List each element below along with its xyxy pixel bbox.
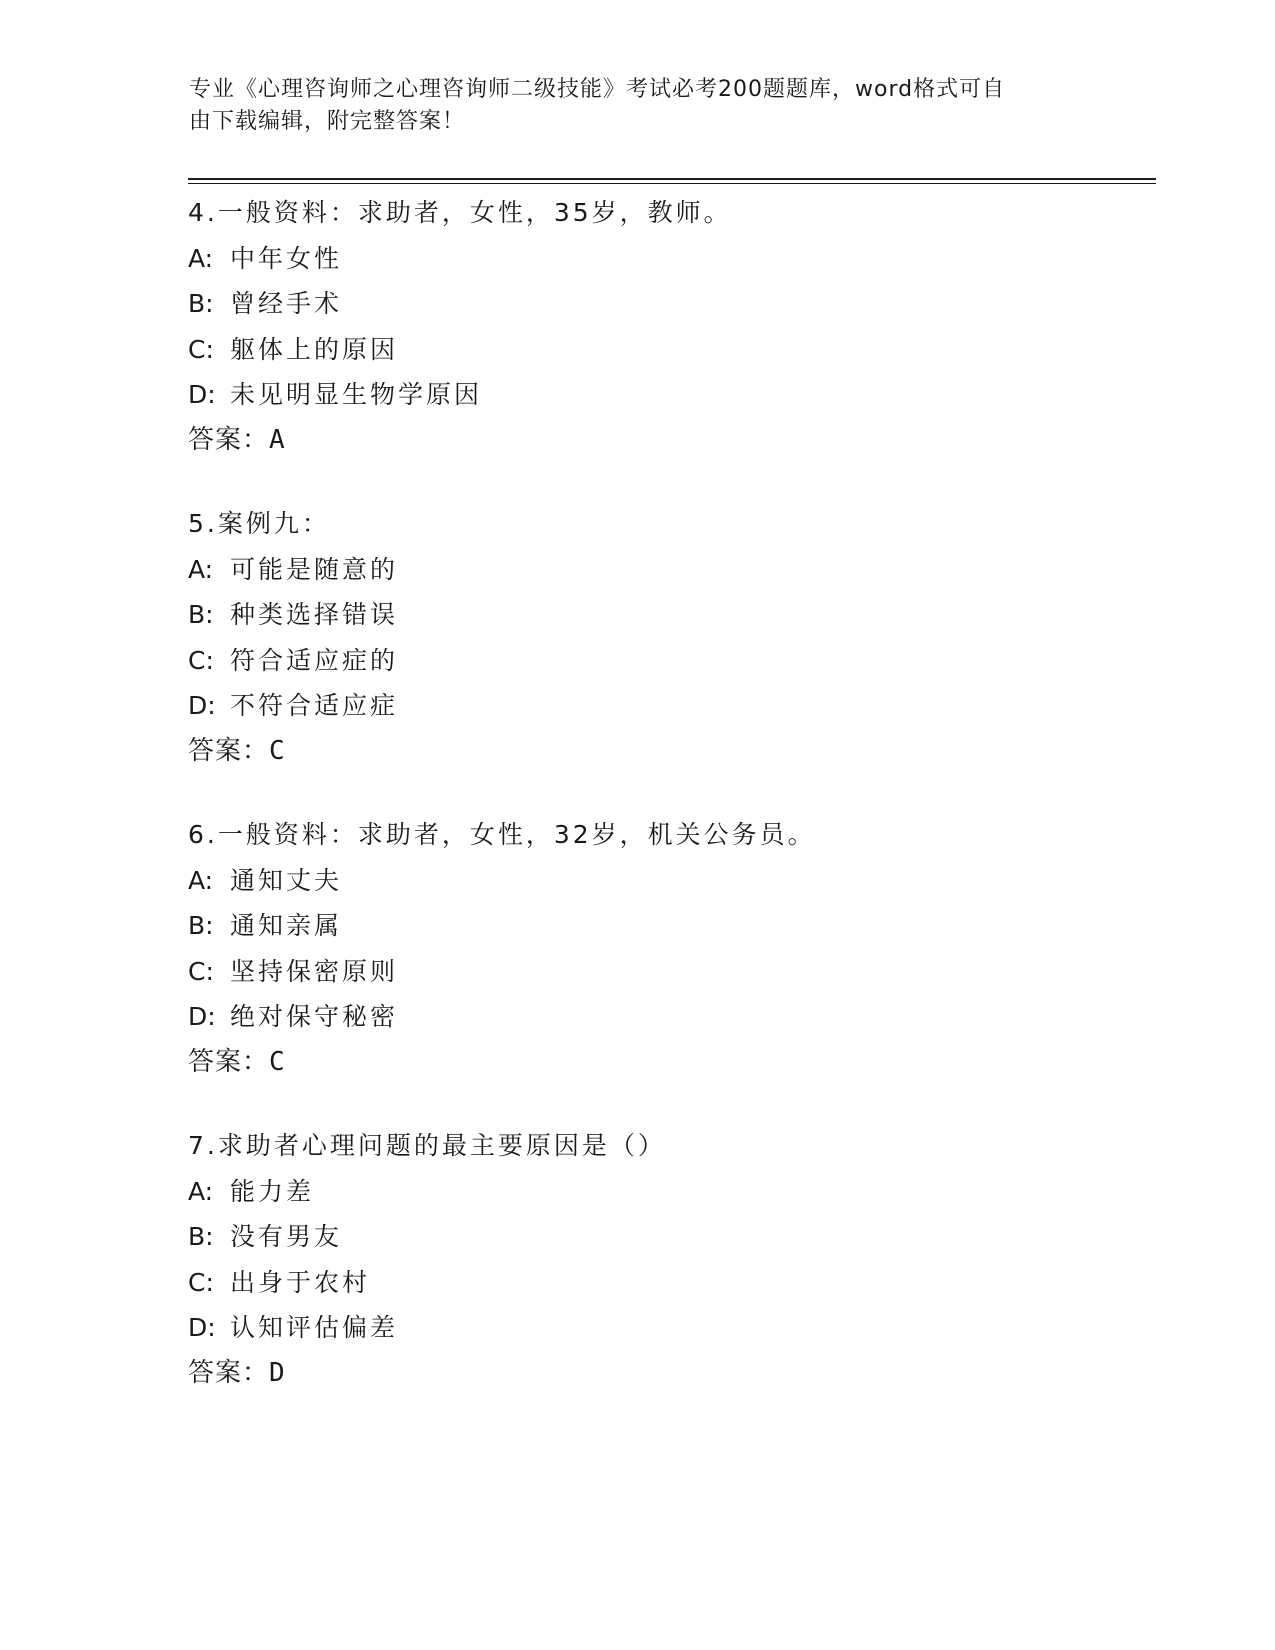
header-divider-thick: [188, 178, 1156, 180]
option-a: [188, 858, 1148, 904]
option-letter: B:: [188, 1222, 214, 1251]
option-d: [188, 994, 1148, 1040]
option-letter: D:: [188, 380, 216, 409]
question-list: [188, 190, 1148, 1434]
option-text: 坚持保密原则: [230, 956, 399, 986]
option-letter: D:: [188, 691, 216, 720]
question-stem: 4.一般资料：求助者，女性，35岁，教师。: [188, 198, 732, 227]
option-b: [188, 903, 1148, 949]
option-text: 未见明显生物学原因: [230, 380, 483, 409]
option-letter: D:: [188, 1313, 216, 1342]
answer-label: 答案：: [188, 424, 270, 455]
question-5: [188, 501, 1148, 774]
answer-line: [188, 418, 1148, 464]
option-text: 没有男友: [230, 1222, 343, 1251]
option-text: 符合适应症的: [230, 645, 399, 675]
question-stem: 7.求助者心理问题的最主要原因是（）: [188, 1131, 666, 1160]
option-letter: C:: [188, 956, 214, 986]
option-letter: A:: [188, 865, 214, 895]
option-b: [188, 281, 1148, 327]
option-text: 可能是随意的: [230, 554, 399, 584]
option-letter: A:: [188, 554, 214, 584]
option-text: 曾经手术: [230, 289, 343, 318]
option-text: 中年女性: [230, 243, 343, 273]
option-b: [188, 1214, 1148, 1260]
answer-line: [188, 1351, 1148, 1397]
option-letter: B:: [188, 289, 214, 318]
option-letter: C:: [188, 645, 214, 675]
header-line-1: 专业《心理咨询师之心理咨询师二级技能》考试必考200题题库，word格式可自: [189, 77, 1006, 102]
answer-label: 答案：: [188, 735, 270, 766]
option-d: [188, 372, 1148, 418]
header-line-2: 由下载编辑，附完整答案！: [189, 109, 466, 134]
option-c: [188, 1260, 1148, 1306]
option-text: 不符合适应症: [230, 691, 399, 720]
option-letter: B:: [188, 911, 214, 940]
answer-value: C: [269, 1046, 286, 1077]
option-a: [188, 236, 1148, 282]
option-letter: C:: [188, 1267, 214, 1297]
option-c: [188, 949, 1148, 995]
option-text: 出身于农村: [230, 1267, 371, 1297]
option-text: 种类选择错误: [230, 600, 399, 629]
option-a: [188, 1169, 1148, 1215]
option-letter: D:: [188, 1002, 216, 1031]
answer-line: [188, 1040, 1148, 1086]
question-stem: 6.一般资料：求助者，女性，32岁，机关公务员。: [188, 820, 816, 849]
option-b: [188, 592, 1148, 638]
option-letter: B:: [188, 600, 214, 629]
answer-value: A: [269, 424, 286, 455]
answer-value: D: [269, 1357, 286, 1388]
option-a: [188, 547, 1148, 593]
option-letter: A:: [188, 1176, 214, 1206]
answer-label: 答案：: [188, 1357, 270, 1388]
header-divider-thin: [188, 183, 1156, 184]
option-text: 通知亲属: [230, 911, 343, 940]
question-6: [188, 812, 1148, 1085]
option-letter: C:: [188, 334, 214, 364]
answer-label: 答案：: [188, 1046, 270, 1077]
option-text: 躯体上的原因: [230, 334, 399, 364]
option-letter: A:: [188, 243, 214, 273]
document-header: [189, 74, 1089, 138]
question-4: [188, 190, 1148, 463]
option-text: 通知丈夫: [230, 865, 343, 895]
option-c: [188, 327, 1148, 373]
answer-line: [188, 729, 1148, 775]
option-c: [188, 638, 1148, 684]
question-stem: 5.案例九：: [188, 509, 330, 538]
option-d: [188, 1305, 1148, 1351]
option-d: [188, 683, 1148, 729]
option-text: 能力差: [230, 1176, 315, 1206]
option-text: 绝对保守秘密: [230, 1002, 399, 1031]
question-7: [188, 1123, 1148, 1396]
answer-value: C: [269, 735, 286, 766]
option-text: 认知评估偏差: [230, 1313, 399, 1342]
